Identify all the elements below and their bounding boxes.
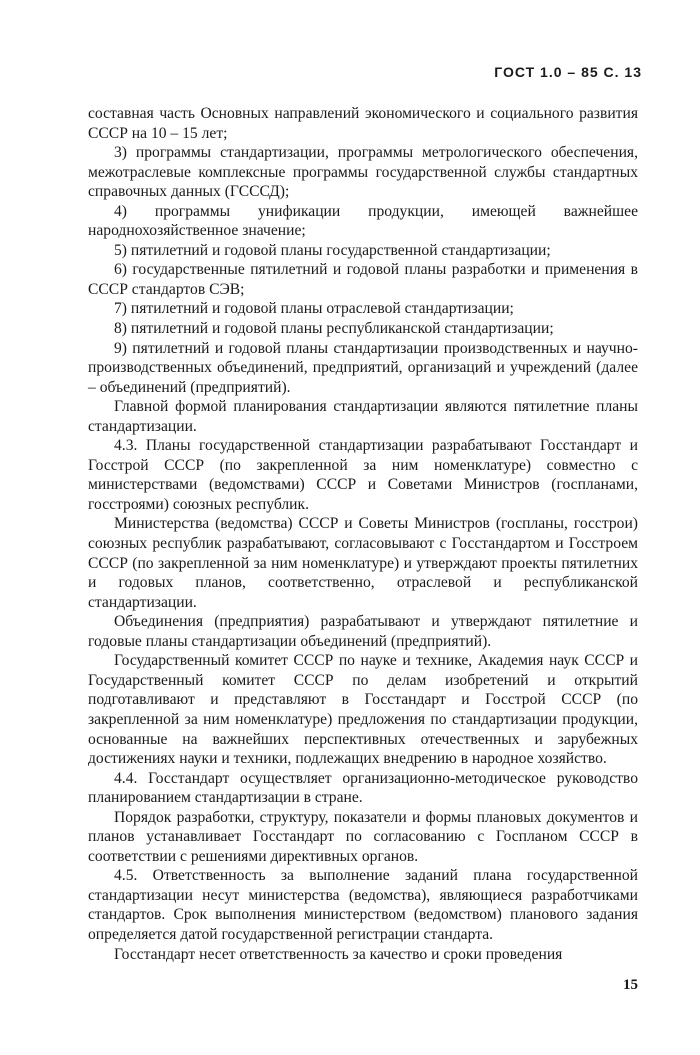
list-item-6: 6) государственные пятилетний и годовой планы разработки и применения в СССР стандартов СЭВ; [88, 261, 638, 298]
page-number: 15 [623, 977, 638, 993]
page-header: ГОСТ 1.0 – 85 С. 13 [494, 64, 642, 80]
list-item-7: 7) пятилетний и годовой планы отраслевой стандартизации; [114, 300, 514, 318]
paragraph-continuation: составная часть Основных направлений экономического и социального развития СССР на 10 – 15 лет; [88, 105, 638, 142]
body-text [88, 104, 638, 964]
paragraph: Порядок разработки, структуру, показатели и формы плановых документов и планов устанавливает Госстандарт по согласованию с Госпланом СССР в соответствии с решениями директивных органов. [88, 808, 638, 865]
section-4-4: 4.4. Госстандарт осуществляет организационно-методическое руководство планированием стандартизации в стране. [88, 769, 638, 807]
paragraph: Госстандарт несет ответственность за качество и сроки проведения [114, 945, 563, 963]
paragraph: Министерства (ведомства) СССР и Советы Министров (госпланы, госстрои) союзных республик разрабатывают, согласовывают с Госстандартом и Госстроем СССР (по закрепленной за ним номенклатуре) и утверждают проекты пятилетних и годовых планов, соответственно, отраслевой и республиканской стандартизации. [88, 515, 638, 611]
section-4-3: 4.3. Планы государственной стандартизации разрабатывают Госстандарт и Госстрой СССР (по закрепленной за ним номенклатуре) совместно с министерствами (ведомствами) СССР и Советами Министров (госпланами, госстроями) союзных республик. [88, 437, 638, 513]
list-item-3: 3) программы стандартизации, программы метрологического обеспечения, межотраслевые комплексные программы государственной службы стандартных справочных данных (ГСССД); [88, 144, 638, 201]
list-item-8: 8) пятилетний и годовой планы республиканской стандартизации; [114, 320, 554, 338]
list-item-9: 9) пятилетний и годовой планы стандартизации производственных и научно-производственных объединений, предприятий, организаций и учреждений (далее – объединений (предприятий). [88, 339, 638, 396]
list-item-4: 4) программы унификации продукции, имеющей важнейшее народнохозяйственное значение; [88, 202, 638, 240]
paragraph: Объединения (предприятия) разрабатывают и утверждают пятилетние и годовые планы стандартизации объединений (предприятий). [88, 613, 638, 650]
paragraph: Главной формой планирования стандартизации являются пятилетние планы стандартизации. [88, 398, 638, 435]
list-item-5: 5) пятилетний и годовой планы государственной стандартизации; [114, 241, 551, 259]
paragraph: Государственный комитет СССР по науке и технике, Академия наук СССР и Государственный комитет СССР по делам изобретений и открытий подготавливают и представляют в Госстандарт и Госстрой СССР (по закрепленной за ним номенклатуре) предложения по стандартизации продукции, основанные на важнейших перспективных отечественных и зарубежных достижениях науки и техники, подлежащих внедрению в народное хозяйство. [88, 652, 638, 768]
section-4-5: 4.5. Ответственность за выполнение заданий плана государственной стандартизации несут министерства (ведомства), являющиеся разработчиками стандартов. Срок выполнения министерством (ведомством) планового задания определяется датой государственной регистрации стандарта. [88, 867, 638, 943]
